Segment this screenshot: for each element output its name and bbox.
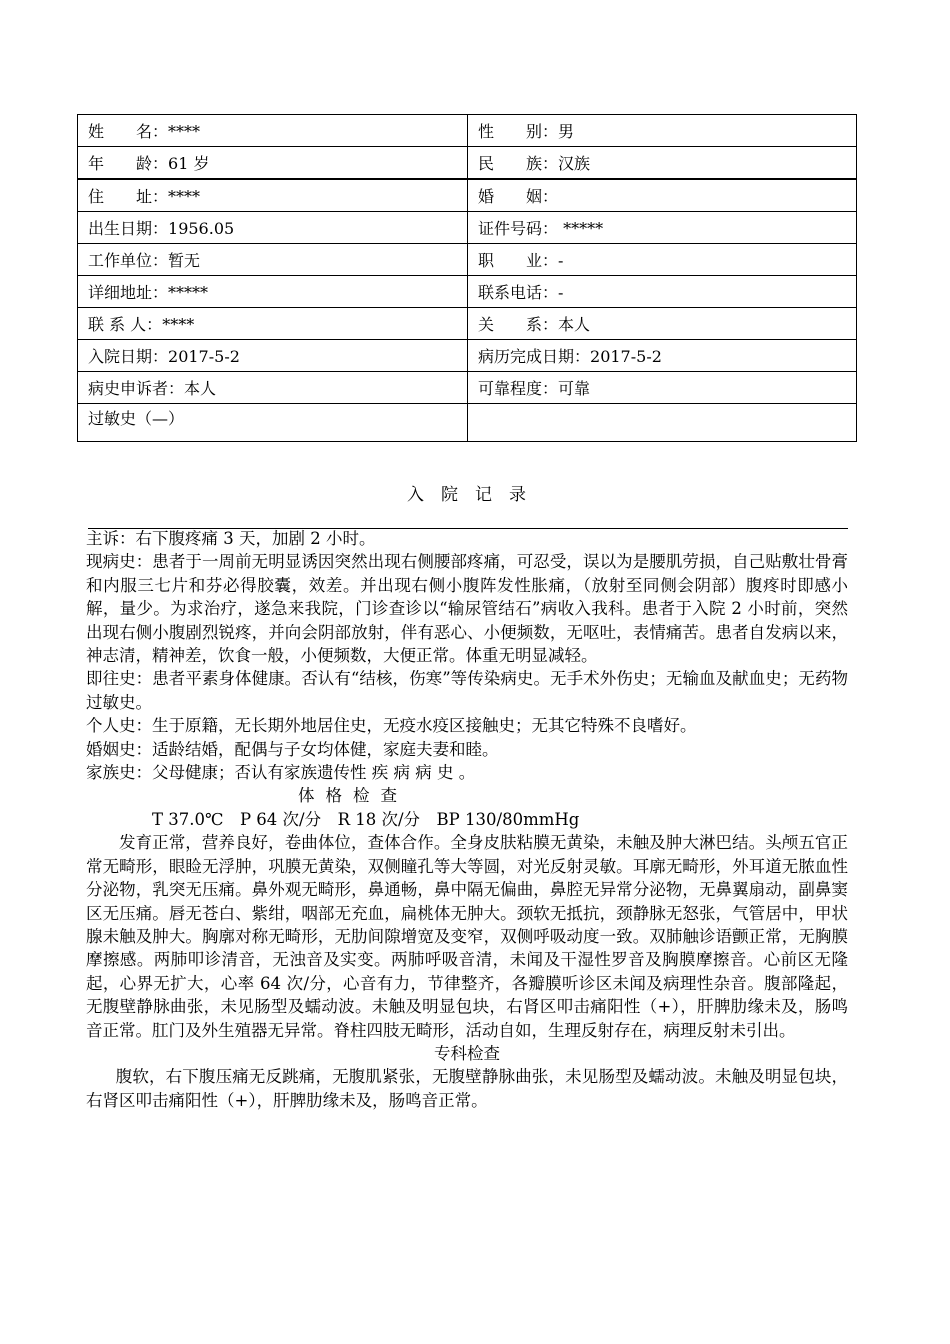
info-label: 工作单位：: [88, 251, 169, 270]
info-value: 本人: [558, 315, 591, 334]
info-label: 过敏史（—）: [88, 409, 185, 428]
record-title: 入院记录: [407, 485, 543, 505]
info-cell-left: [78, 404, 468, 442]
info-label: 年 龄：: [88, 154, 169, 173]
info-row: [78, 115, 857, 147]
info-cell-right: [468, 340, 857, 372]
info-label: 证件号码：: [478, 219, 559, 238]
info-value: 汉族: [558, 154, 591, 173]
info-cell-left: [78, 372, 468, 404]
info-label: 联系电话：: [478, 283, 559, 302]
info-cell-right: [468, 372, 857, 404]
info-label: 住 址：: [88, 187, 169, 206]
info-cell-left: [78, 276, 468, 308]
info-label: 出生日期：: [88, 219, 169, 238]
info-row: [78, 308, 857, 340]
patient-info-table: [77, 114, 857, 442]
info-row: [78, 372, 857, 404]
info-cell-right: [468, 212, 857, 244]
info-cell-right: [468, 244, 857, 276]
info-row: [78, 147, 857, 180]
info-row: [78, 340, 857, 372]
marital-history: 婚姻史：适龄结婚，配偶与子女均体健，家庭夫妻和睦。: [86, 739, 499, 759]
info-value: 可靠: [558, 379, 591, 398]
info-row: [78, 276, 857, 308]
info-label: 详细地址：: [88, 283, 169, 302]
info-value: ****: [162, 315, 195, 334]
info-cell-right: [468, 404, 857, 442]
info-value: 1956.05: [168, 219, 235, 238]
info-cell-right: [468, 276, 857, 308]
info-label: 姓 名：: [88, 122, 169, 141]
vital-signs: T 37.0℃ P 64 次/分 R 18 次/分 BP 130/80mmHg: [152, 809, 580, 829]
info-row: [78, 244, 857, 276]
info-value: 本人: [184, 379, 217, 398]
info-cell-left: [78, 179, 468, 212]
info-cell-left: [78, 308, 468, 340]
info-label: 婚 姻：: [478, 187, 559, 206]
info-value: 2017-5-2: [590, 347, 662, 366]
info-value: *****: [168, 283, 209, 302]
info-cell-right: [468, 147, 857, 180]
info-cell-left: [78, 115, 468, 147]
info-cell-right: [468, 179, 857, 212]
info-label: 病史申诉者：: [88, 379, 185, 398]
info-label: 职 业：: [478, 251, 559, 270]
info-label: 入院日期：: [88, 347, 169, 366]
info-label: 民 族：: [478, 154, 559, 173]
specialty-exam: 腹软，右下腹压痛无反跳痛，无腹肌紧张，无腹壁静脉曲张，未见肠型及蠕动波。未触及明显包块，右肾区叩击痛阳性（+），肝脾肋缘未及，肠鸣音正常。: [86, 1067, 848, 1110]
record-body: [86, 527, 848, 1112]
info-value: ****: [168, 187, 201, 206]
info-label: 关 系：: [478, 315, 559, 334]
info-value: 61 岁: [168, 154, 210, 173]
info-cell-left: [78, 340, 468, 372]
info-cell-right: [468, 115, 857, 147]
info-value: -: [558, 283, 564, 302]
info-cell-left: [78, 212, 468, 244]
info-label: 联 系 人：: [88, 315, 163, 334]
info-cell-left: [78, 244, 468, 276]
physical-exam: 发育正常，营养良好，卷曲体位，查体合作。全身皮肤粘膜无黄染，未触及肿大淋巴结。头颅五官正常无畸形，眼睑无浮肿，巩膜无黄染，双侧瞳孔等大等圆，对光反射灵敏。耳廓无畸形，外耳道无脓血性分泌物，乳突无压痛。鼻外观无畸形，鼻通畅，鼻中隔无偏曲，鼻腔无异常分泌物，无鼻翼扇动，副鼻窦区无压痛。唇无苍白、紫绀，咽部无充血，扁桃体无肿大。颈软无抵抗，颈静脉无怒张，气管居中，甲状腺未触及肿大。胸廓对称无畸形，无肋间隙增宽及变窄，双侧呼吸动度一致。双肺触诊语颤正常，无胸膜摩擦感。两肺叩诊清音，无浊音及实变。两肺呼吸音清，未闻及干湿性罗音及胸膜摩擦音。心前区无隆起，心界无扩大，心率 64 次/分，心音有力，节律整齐，各瓣膜听诊区未闻及病理性杂音。腹部隆起，无腹壁静脉曲张，未见肠型及蠕动波。未触及明显包块，右肾区叩击痛阳性（+），肝脾肋缘未及，肠鸣音正常。肛门及外生殖器无异常。脊柱四肢无畸形，活动自如，生理反射存在，病理反射未引出。: [86, 833, 848, 1040]
personal-history: 个人史：生于原籍，无长期外地居住史，无疫水疫区接触史；无其它特殊不良嗜好。: [86, 716, 697, 736]
info-cell-right: [468, 308, 857, 340]
info-value: 男: [558, 122, 575, 141]
info-value: 暂无: [168, 251, 201, 270]
info-value: ****: [168, 122, 201, 141]
info-value: 2017-5-2: [168, 347, 240, 366]
physical-exam-title: 体格检查: [298, 786, 408, 806]
info-label: 可靠程度：: [478, 379, 559, 398]
info-row: [78, 404, 857, 442]
info-value: -: [558, 251, 564, 270]
info-row: [78, 179, 857, 212]
chief-complaint: 主诉：右下腹疼痛 3 天，加剧 2 小时。: [86, 529, 376, 548]
info-label: 病历完成日期：: [478, 347, 591, 366]
present-illness: 现病史：患者于一周前无明显诱因突然出现右侧腰部疼痛，可忍受，误以为是腰肌劳损，自己贴敷壮骨膏和内服三七片和芬必得胶囊，效差。并出现右侧小腹阵发性胀痛，（放射至同侧会阴部）腹疼时即感小解，量少。为求治疗，遂急来我院，门诊查诊以“输尿管结石”病收入我科。患者于入院 2 小时前，突然出现右侧小腹剧烈锐疼，并向会阴部放射，伴有恶心、小便频数，无呕吐，表情痛苦。患者自发病以来，神志清，精神差，饮食一般，小便频数，大便正常。体重无明显减轻。: [86, 552, 848, 666]
info-label: 性 别：: [478, 122, 559, 141]
specialty-exam-title: 专科检查: [434, 1043, 500, 1063]
info-value: *****: [558, 219, 604, 238]
info-row: [78, 212, 857, 244]
past-history: 即往史：患者平素身体健康。否认有“结核，伤寒”等传染病史。无手术外伤史；无输血及献血史；无药物过敏史。: [86, 669, 848, 712]
info-cell-left: [78, 147, 468, 180]
family-history: 家族史：父母健康；否认有家族遗传性 疾 病 病 史 。: [86, 763, 476, 783]
